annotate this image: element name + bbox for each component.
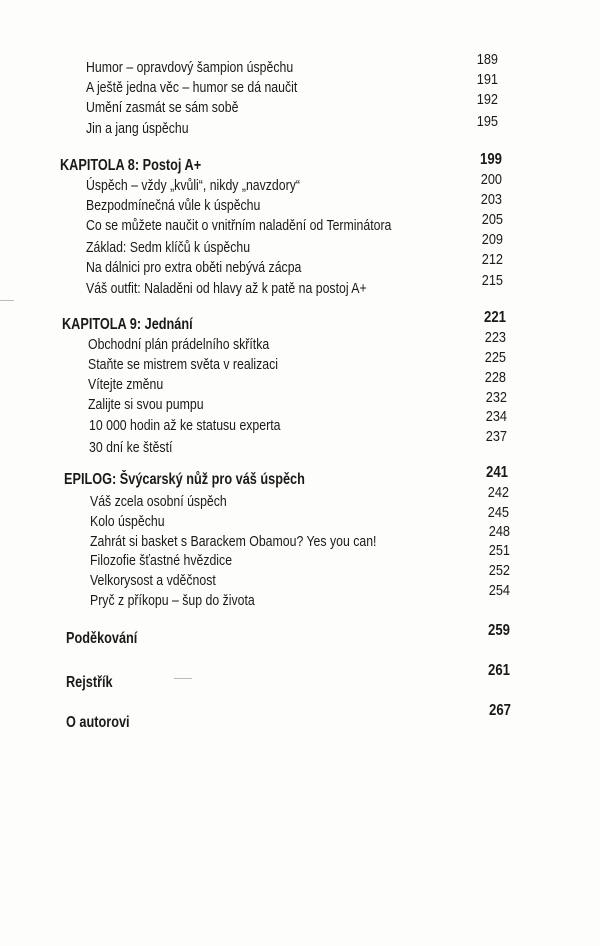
toc-entry-page-number: 232: [485, 389, 507, 406]
toc-entry-title: Váš zcela osobní úspěch: [90, 493, 227, 510]
toc-entry-title: Základ: Sedm klíčů k úspěchu: [86, 239, 251, 256]
toc-entry-title: Na dálnici pro extra oběti nebývá zácpa: [86, 259, 302, 276]
toc-entry-title: O autorovi: [66, 714, 130, 731]
toc-entry-page-number: 189: [476, 51, 498, 68]
toc-entry-page-number: 241: [486, 464, 508, 481]
toc-entry-title: Bezpodmínečná vůle k úspěchu: [86, 197, 261, 214]
toc-entry-page-number: 245: [487, 504, 509, 521]
toc-entry-title: Rejstřík: [66, 674, 113, 691]
toc-entry-title: Jin a jang úspěchu: [86, 120, 189, 137]
toc-entry-page-number: 267: [489, 702, 511, 719]
toc-entry-title: EPILOG: Švýcarský nůž pro váš úspěch: [64, 471, 305, 488]
toc-entry-page-number: 234: [485, 408, 507, 425]
toc-entry-title: Obchodní plán prádelního skřítka: [88, 336, 270, 353]
toc-entry-page-number: 223: [484, 329, 506, 346]
toc-entry-page-number: 221: [484, 309, 506, 326]
toc-entry-page-number: 248: [488, 523, 510, 540]
toc-entry-page-number: 252: [488, 562, 510, 579]
toc-entry-title: Pryč z příkopu – šup do života: [90, 592, 255, 609]
toc-entry-page-number: 215: [481, 272, 503, 289]
toc-entry-title: KAPITOLA 8: Postoj A+: [60, 157, 202, 174]
scan-mark: [174, 678, 192, 679]
toc-entry-title: Poděkování: [66, 630, 138, 647]
toc-entry-title: Humor – opravdový šampion úspěchu: [86, 59, 294, 76]
toc-entry-title: 30 dní ke štěstí: [89, 439, 173, 456]
toc-entry-page-number: 237: [485, 428, 507, 445]
toc-entry-title: Zahrát si basket s Barackem Obamou? Yes you can!: [90, 533, 377, 550]
toc-entry-page-number: 251: [488, 542, 510, 559]
toc-entry-page-number: 228: [484, 369, 506, 386]
toc-entry-page-number: 242: [487, 484, 509, 501]
toc-entry-page-number: 261: [488, 662, 510, 679]
toc-entry-title: Co se můžete naučit o vnitřním naladění od Terminátora: [86, 217, 392, 234]
toc-entry-page-number: 259: [488, 622, 510, 639]
toc-entry-title: Velkorysost a vděčnost: [90, 572, 216, 589]
toc-entry-page-number: 203: [480, 191, 502, 208]
toc-entry-page-number: 195: [476, 113, 498, 130]
toc-entry-title: Umění zasmát se sám sobě: [86, 99, 239, 116]
toc-entry-page-number: 192: [476, 91, 498, 108]
scan-mark: [0, 300, 14, 301]
toc-entry-page-number: 209: [481, 231, 503, 248]
toc-entry-page-number: 200: [480, 171, 502, 188]
toc-entry-title: Kolo úspěchu: [90, 513, 165, 530]
toc-entry-title: Filozofie šťastné hvězdice: [90, 552, 233, 569]
toc-entry-page-number: 191: [476, 71, 498, 88]
toc-entry-title: Zalijte si svou pumpu: [88, 396, 204, 413]
toc-entry-page-number: 205: [481, 211, 503, 228]
toc-entry-title: Staňte se mistrem světa v realizaci: [88, 356, 279, 373]
toc-entry-title: 10 000 hodin až ke statusu experta: [89, 417, 281, 434]
toc-entry-title: Vítejte změnu: [88, 376, 164, 393]
toc-entry-title: A ještě jedna věc – humor se dá naučit: [86, 79, 298, 96]
toc-entry-page-number: 212: [481, 251, 503, 268]
toc-entry-title: Váš outfit: Naladěni od hlavy až k patě na postoj A+: [86, 280, 367, 297]
toc-entry-page-number: 199: [480, 151, 502, 168]
toc-entry-title: KAPITOLA 9: Jednání: [62, 316, 193, 333]
toc-entry-page-number: 225: [484, 349, 506, 366]
toc-entry-page-number: 254: [488, 582, 510, 599]
toc-entry-title: Úspěch – vždy „kvůli“, nikdy „navzdory“: [86, 177, 300, 194]
